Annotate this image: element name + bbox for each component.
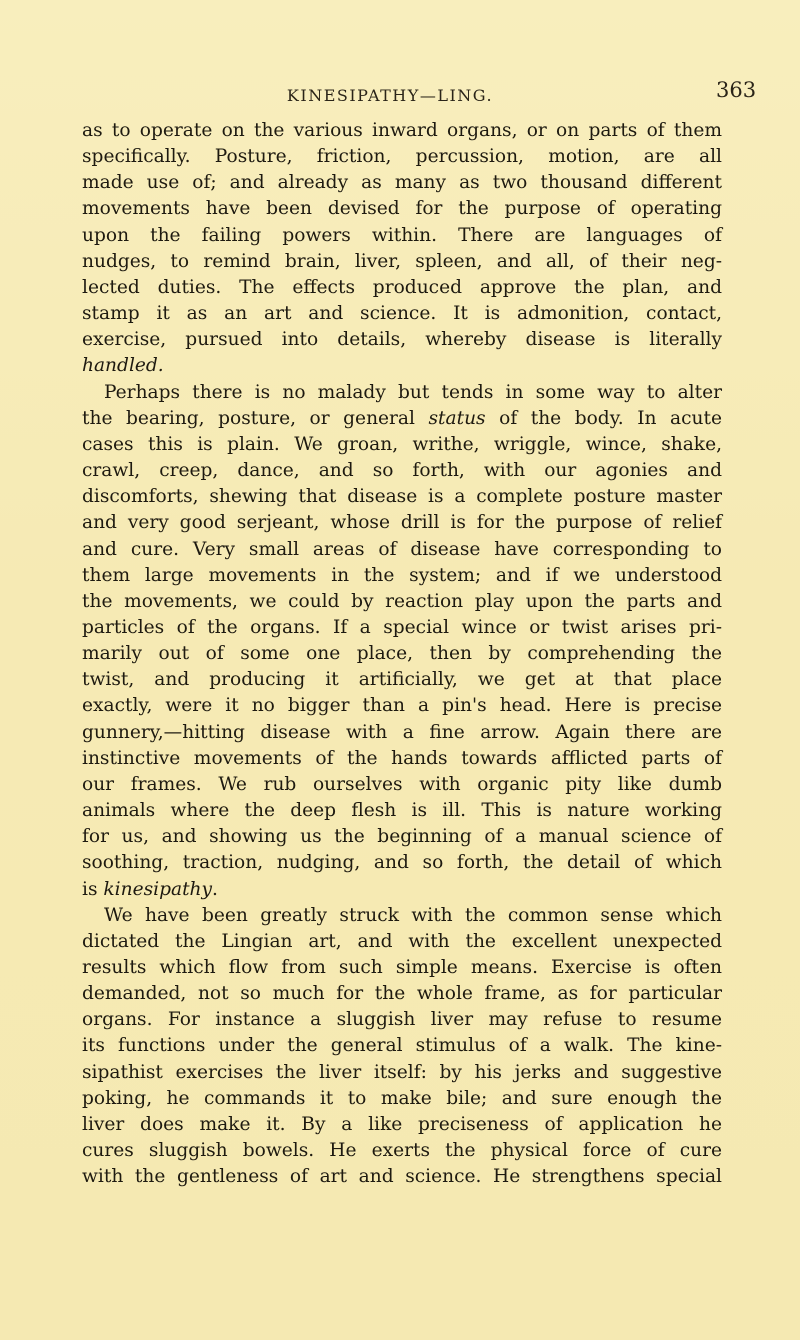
text-line: specifically. Posture, friction, percussion, motion, are all: [82, 146, 722, 168]
text-line: exactly, were it no bigger than a pin's head. Here is precise: [82, 695, 722, 717]
text-line: gunnery,—hitting disease with a fine arrow. Again there are: [82, 721, 722, 743]
status-line: the bearing, posture, or general status of the body. In acute: [82, 407, 722, 429]
text-line: [82, 877, 722, 903]
text-line: as to operate on the various inward organs, or on parts of them: [82, 120, 722, 141]
text-line: poking, he commands it to make bile; and sure enough the: [82, 1087, 722, 1109]
text-line: [82, 406, 722, 432]
text-line: with the gentleness of art and science. He strengthens special: [82, 1166, 722, 1188]
text-line: We have been greatly struck with the common sense which: [104, 904, 722, 926]
text-line: crawl, creep, dance, and so forth, with our agonies and: [82, 460, 722, 482]
running-head: KINESIPATHY—LING.: [286, 86, 494, 105]
text-line: animals where the deep flesh is ill. This is nature working: [82, 800, 722, 822]
text-line: exercise, pursued into details, whereby disease is literally: [82, 329, 722, 351]
text-line: nudges, to remind brain, liver, spleen, and all, of their neg-: [82, 250, 722, 272]
italic-term: status: [428, 407, 486, 429]
text-line: discomforts, shewing that disease is a complete posture master: [82, 486, 722, 508]
kinesipathy-line: is kinesipathy.: [82, 878, 218, 900]
text-line: twist, and producing it artificially, we get at that place: [82, 669, 722, 691]
text-line: [82, 353, 722, 379]
text-line: and cure. Very small areas of disease have corresponding to: [82, 538, 722, 560]
text-line: its functions under the general stimulus of a walk. The kine-: [82, 1035, 722, 1057]
text-line: organs. For instance a sluggish liver may refuse to resume: [82, 1009, 722, 1031]
text-line: sipathist exercises the liver itself: by his jerks and suggestive: [82, 1061, 722, 1083]
text-line: and very good serjeant, whose drill is for the purpose of relief: [82, 512, 722, 534]
text-line: upon the failing powers within. There are languages of: [82, 224, 722, 246]
text-line: soothing, traction, nudging, and so forth, the detail of which: [82, 852, 722, 874]
text-line: made use of; and already as many as two thousand different: [82, 172, 722, 194]
text-line: instinctive movements of the hands towards afflicted parts of: [82, 747, 722, 769]
text-line: lected duties. The effects produced approve the plan, and: [82, 276, 722, 298]
text-line: cures sluggish bowels. He exerts the physical force of cure: [82, 1140, 722, 1162]
page-number: 363: [716, 78, 757, 102]
text-line: demanded, not so much for the whole frame, as for particular: [82, 983, 722, 1005]
text-line: Perhaps there is no malady but tends in some way to alter: [104, 381, 722, 403]
italic-term: handled.: [82, 355, 164, 377]
text-line: results which flow from such simple means. Exercise is often: [82, 957, 722, 978]
text-line: them large movements in the system; and if we understood: [82, 564, 722, 586]
text-line: stamp it as an art and science. It is admonition, contact,: [82, 303, 722, 325]
text-line: for us, and showing us the beginning of a manual science of: [82, 826, 722, 848]
text-line: our frames. We rub ourselves with organic pity like dumb: [82, 773, 722, 795]
text-line: liver does make it. By a like preciseness of application he: [82, 1113, 722, 1135]
body-text: [82, 118, 722, 1190]
text-line: dictated the Lingian art, and with the excellent unexpected: [82, 930, 722, 952]
text-line: movements have been devised for the purpose of operating: [82, 198, 722, 220]
text-line: cases this is plain. We groan, writhe, wriggle, wince, shake,: [82, 433, 722, 455]
text-line: marily out of some one place, then by comprehending the: [82, 643, 722, 665]
text-line: particles of the organs. If a special wince or twist arises pri-: [82, 616, 722, 638]
text-line: the movements, we could by reaction play upon the parts and: [82, 590, 722, 612]
italic-term: kinesipathy: [103, 878, 213, 900]
